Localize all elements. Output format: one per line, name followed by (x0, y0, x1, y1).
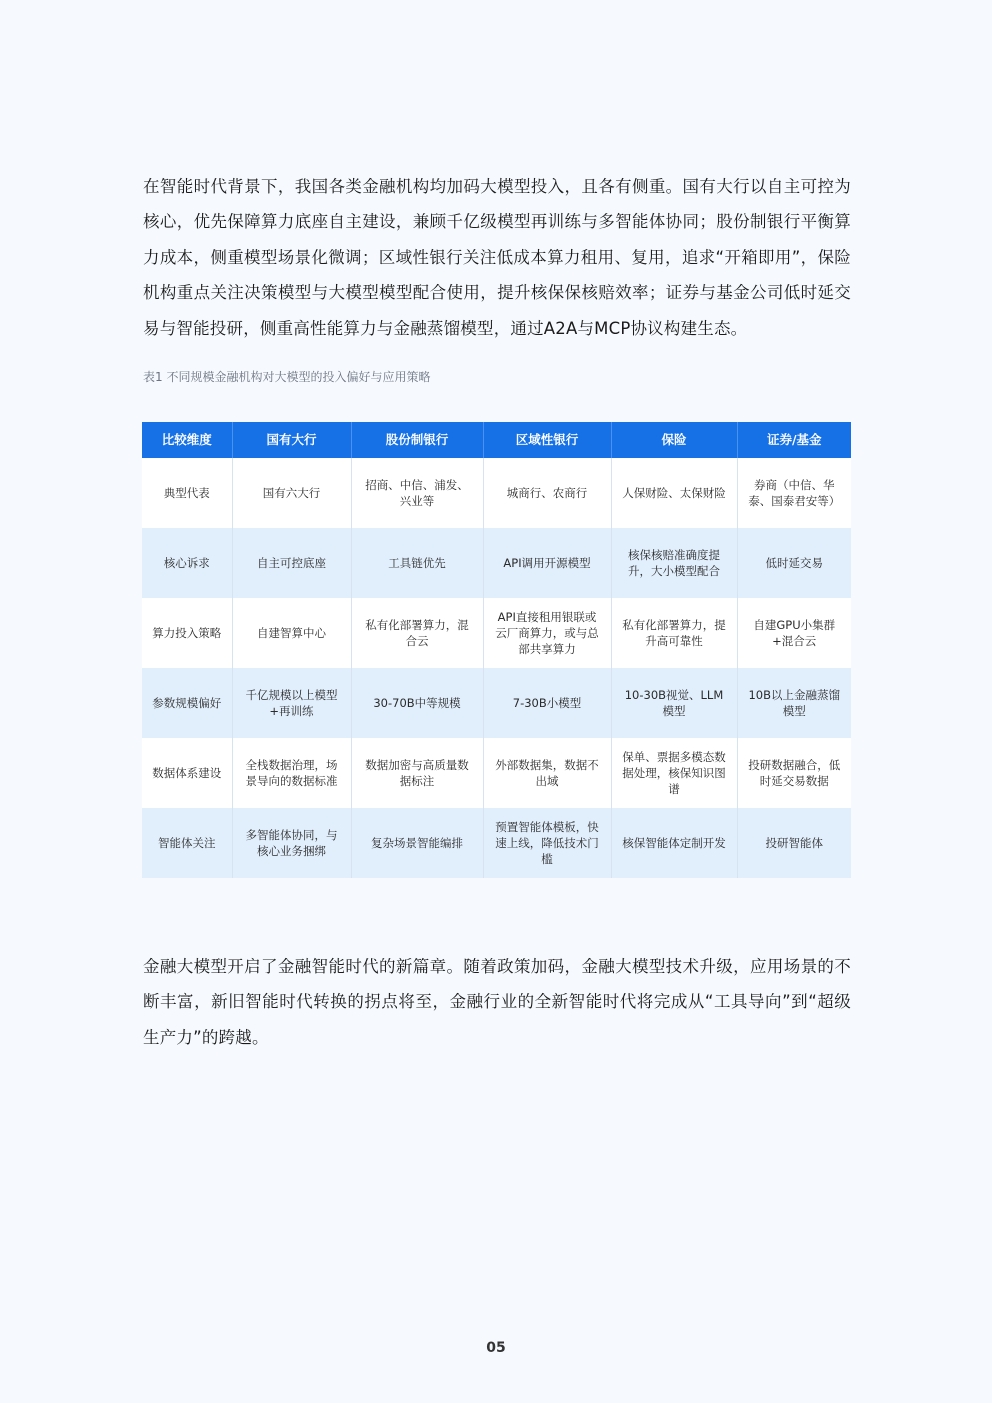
table-header-row (142, 422, 851, 458)
header-cell: 证券/基金 (737, 422, 851, 458)
header-cell: 股份制银行 (351, 422, 483, 458)
intro-paragraph: 在智能时代背景下，我国各类金融机构均加码大模型投入，且各有侧重。国有大行以自主可控为核心，优先保障算力底座自主建设，兼顾千亿级模型再训练与多智能体协同；股份制银行平衡算力成本，侧重模型场景化微调；区域性银行关注低成本算力租用、复用，追求“开箱即用”，保险机构重点关注决策模型与大模型模型配合使用，提升核保保核赔效率；证券与基金公司低时延交易与智能投研，侧重高性能算力与金融蒸馏模型，通过A2A与MCP协议构建生态。 (143, 176, 851, 338)
table-cell: 10B以上金融蒸馏模型 (737, 668, 851, 738)
table-cell: 核保核赔准确度提升，大小模型配合 (611, 528, 737, 598)
table-cell: 千亿规模以上模型+再训练 (232, 668, 351, 738)
row-label-cell: 典型代表 (142, 458, 232, 528)
table-cell: 全栈数据治理，场景导向的数据标准 (232, 738, 351, 808)
table-cell: 私有化部署算力，混合云 (351, 598, 483, 668)
table-cell: 核保智能体定制开发 (611, 808, 737, 878)
table-row (142, 598, 851, 668)
table-cell: 自建智算中心 (232, 598, 351, 668)
table-cell: 国有六大行 (232, 458, 351, 528)
table-row (142, 808, 851, 878)
table-cell: 30-70B中等规模 (351, 668, 483, 738)
table-cell: 券商（中信、华泰、国泰君安等） (737, 458, 851, 528)
row-label-cell: 算力投入策略 (142, 598, 232, 668)
table-cell: 低时延交易 (737, 528, 851, 598)
table-cell: 多智能体协同，与核心业务捆绑 (232, 808, 351, 878)
table-cell: 投研数据融合，低时延交易数据 (737, 738, 851, 808)
row-label-cell: 参数规模偏好 (142, 668, 232, 738)
table-cell: 工具链优先 (351, 528, 483, 598)
table-cell: 10-30B视觉、LLM模型 (611, 668, 737, 738)
table-cell: 保单、票据多模态数据处理，核保知识图谱 (611, 738, 737, 808)
table-cell: 预置智能体模板，快速上线，降低技术门槛 (483, 808, 611, 878)
page-number: 05 (486, 1340, 506, 1356)
table-cell: 外部数据集，数据不出域 (483, 738, 611, 808)
table-cell: 投研智能体 (737, 808, 851, 878)
comparison-table (142, 422, 851, 878)
table-cell: 私有化部署算力，提升高可靠性 (611, 598, 737, 668)
table-cell: 人保财险、太保财险 (611, 458, 737, 528)
header-cell: 区域性银行 (483, 422, 611, 458)
table-row (142, 668, 851, 738)
table-caption: 表1 不同规模金融机构对大模型的投入偏好与应用策略 (143, 370, 431, 384)
header-cell: 比较维度 (142, 422, 232, 458)
row-label-cell: 数据体系建设 (142, 738, 232, 808)
table-cell: API直接租用银联或云厂商算力，或与总部共享算力 (483, 598, 611, 668)
table-row (142, 458, 851, 528)
conclusion-paragraph: 金融大模型开启了金融智能时代的新篇章。随着政策加码，金融大模型技术升级，应用场景的不断丰富，新旧智能时代转换的拐点将至，金融行业的全新智能时代将完成从“工具导向”到“超级生产力”的跨越。 (143, 956, 851, 1047)
table-cell: 数据加密与高质量数据标注 (351, 738, 483, 808)
table-cell: API调用开源模型 (483, 528, 611, 598)
table-cell: 自建GPU小集群+混合云 (737, 598, 851, 668)
table-cell: 自主可控底座 (232, 528, 351, 598)
header-cell: 国有大行 (232, 422, 351, 458)
header-cell: 保险 (611, 422, 737, 458)
row-label-cell: 智能体关注 (142, 808, 232, 878)
table-row (142, 528, 851, 598)
table-cell: 城商行、农商行 (483, 458, 611, 528)
table-row (142, 738, 851, 808)
table-cell: 复杂场景智能编排 (351, 808, 483, 878)
table-cell: 招商、中信、浦发、兴业等 (351, 458, 483, 528)
table-cell: 7-30B小模型 (483, 668, 611, 738)
row-label-cell: 核心诉求 (142, 528, 232, 598)
